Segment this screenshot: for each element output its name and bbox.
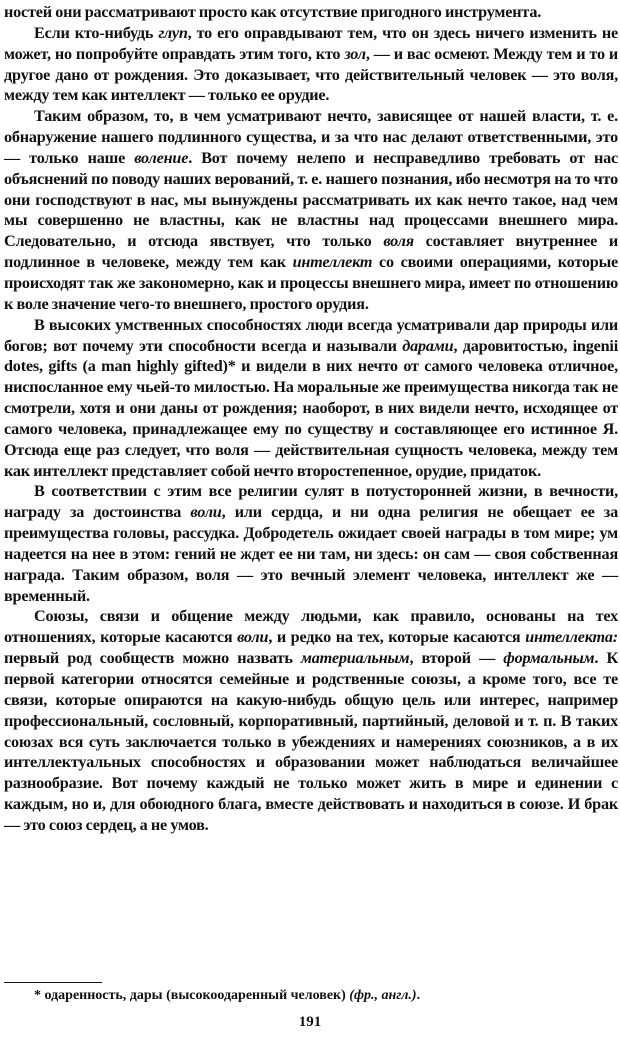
footnote-text: одаренность, дары (высокоодаренный человек) — [41, 988, 350, 1003]
paragraph — [4, 2, 618, 23]
paragraph-text: , второй — — [409, 649, 504, 668]
paragraph-text: , и редко на тех, которые касаются — [268, 628, 526, 647]
footnote-language-note: (фр., англ.) — [349, 988, 417, 1003]
paragraph-text: В соответствии с этим все религии сулят в потусторонней жизни, в вечности, награду за достоинства — [4, 482, 618, 522]
body-text — [4, 2, 618, 836]
paragraph-text: Таким образом, то, в чем усматривают нечто, зависящее от нашей власти, т. е. обнаружение нашего подлинного существа, и за что нас делают ответственными, это — только наше — [4, 107, 618, 167]
paragraph-text: со своими операциями, которые происходят так же закономерно, как и процессы внешнего мира, имеет по отношению к воле значение чего-то внешнего, простого орудия. — [4, 253, 618, 313]
footnote-marker: * — [34, 988, 41, 1003]
paragraph-text: Если кто-нибудь — [34, 23, 159, 42]
page-number: 191 — [298, 1014, 322, 1030]
paragraph-text: , — и вас осмеют. Между тем и то и другое дано от рождения. Это доказывает, что действительный человек — это воля, между тем как интеллект — только ее орудие. — [4, 44, 619, 105]
emphasis-text: воли — [190, 503, 222, 522]
emphasis-text: интеллект — [292, 253, 373, 272]
paragraph-text: . Вот почему нелепо и несправедливо требовать от нас объяснений по поводу наших верований, т. е. нашего познания, ибо несмотря на то что они господствуют в нас, мы вынуждены рассматривать их как нечто такое, над чем мы совершенно не властны, как не властны над процессами внешнего мира. Следовательно, и отсюда явствует, что только — [4, 148, 618, 251]
footnote — [34, 986, 594, 1006]
paragraph-text: , или сердца, и ни одна религия не обещает ее за преимущества головы, рассудка. Добродетель ожидает своей награды в том мире; ум надеется на нее в этом: гений не ждет ее ни там, ни здесь: он сам — своя собственная награда. Таким образом, воля — это вечный элемент человека, интеллект же — временный. — [4, 503, 618, 605]
paragraph — [4, 606, 618, 835]
paragraph-text: , даровитостью, ingenii dotes, gifts (a man highly gifted)* и видели в них нечто от самого человека отличное, ниспосланное ему чьей-то милостью. На моральные же преимущества никогда так не смотрели, хотя и они даны от рождения; наоборот, в них видели нечто, исходящее от самого человека, принадлежащее ему по существу и составляющее его истинное Я. Отсюда еще раз следует, что воля — действительная сущность человека, между тем как интеллект представляет собой нечто второстепенное, орудие, придаток. — [4, 336, 618, 480]
paragraph — [4, 23, 618, 106]
paragraph-text: , то его оправдывают тем, что он здесь ничего изменить не может, но попробуйте оправдать этим того, кто — [4, 23, 618, 63]
paragraph-text: Союзы, связи и общение между людьми, как правило, основаны на тех отношениях, которые касаются — [4, 607, 618, 647]
paragraph-text: В высоких умственных способностях люди всегда усматривали дар природы или богов; вот почему эти способности всегда и называли — [4, 315, 618, 355]
paragraph — [4, 106, 618, 314]
emphasis-text: глуп — [158, 23, 188, 42]
footnote-end: . — [416, 988, 421, 1003]
paragraph-text: составляет внутреннее и подлинное в человеке, между тем как — [4, 232, 619, 272]
paragraph-text: ностей они рассматривают просто как отсутствие пригодного инструмента. — [4, 3, 542, 21]
emphasis-text: воля — [383, 232, 414, 251]
paragraph-text: первый род сообществ можно назвать — [4, 649, 301, 668]
emphasis-text: интеллекта: — [525, 628, 619, 647]
emphasis-text: материальным — [300, 649, 410, 668]
footnote-divider — [4, 982, 102, 983]
emphasis-text: воление — [134, 148, 189, 167]
emphasis-text: формальным — [503, 649, 595, 668]
emphasis-text: зол — [344, 44, 366, 63]
emphasis-text: воли — [237, 628, 269, 647]
emphasis-text: дарами — [402, 336, 454, 355]
paragraph — [4, 315, 618, 482]
paragraph — [4, 481, 618, 606]
paragraph-text: . К первой категории относятся семейные и родственные союзы, а кроме того, все те связи, которые опираются на какую-нибудь общую цель или интерес, например профессиональный, сословный, корпоративный, партийный, деловой и т. п. В таких союзах вся суть заключается только в убеждениях и намерениях союзников, а в их интеллектуальных способностях и образовании может наблюдаться величайшее разнообразие. Вот почему каждый не только может жить в мире и единении с каждым, но и, для обоюдного блага, вместе действовать и находиться в союзе. И брак — это союз сердец, а не умов. — [4, 649, 618, 834]
